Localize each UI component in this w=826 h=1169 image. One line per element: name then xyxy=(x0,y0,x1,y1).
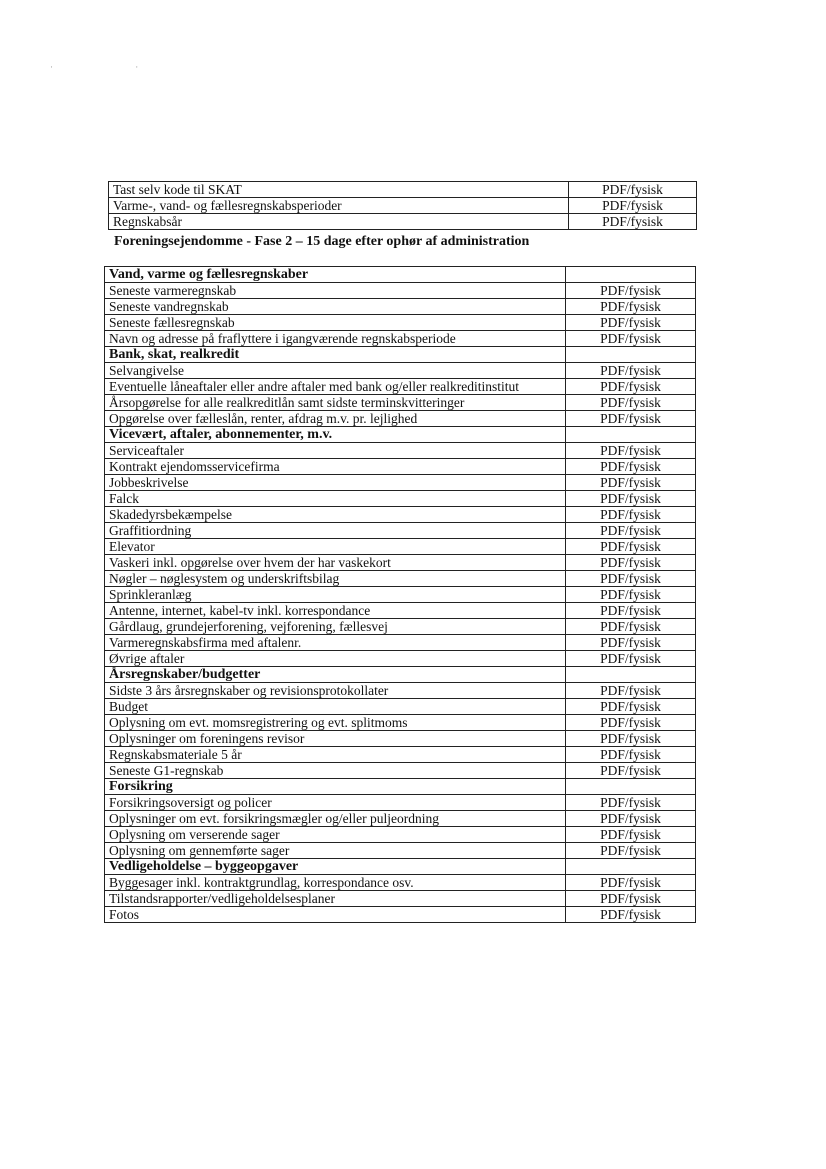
document-label: Varmeregnskabsfirma med aftalenr. xyxy=(105,635,566,651)
format-cell: PDF/fysisk xyxy=(566,331,696,347)
document-label: Regnskabsår xyxy=(109,214,569,230)
document-label: Oplysning om evt. momsregistrering og evt. splitmoms xyxy=(105,715,566,731)
table-row xyxy=(105,603,696,619)
format-cell: PDF/fysisk xyxy=(566,571,696,587)
document-label: Øvrige aftaler xyxy=(105,651,566,667)
table-row xyxy=(105,827,696,843)
document-label: Varme-, vand- og fællesregnskabsperioder xyxy=(109,198,569,214)
document-label: Falck xyxy=(105,491,566,507)
scan-specks: · · xyxy=(50,62,179,72)
section-header-row xyxy=(105,347,696,363)
section-header-row xyxy=(105,427,696,443)
section-header-row xyxy=(105,779,696,795)
document-label: Gårdlaug, grundejerforening, vejforening, fællesvej xyxy=(105,619,566,635)
format-cell: PDF/fysisk xyxy=(566,715,696,731)
document-label: Kontrakt ejendomsservicefirma xyxy=(105,459,566,475)
format-cell xyxy=(566,347,696,363)
table-row xyxy=(109,182,697,198)
table-row xyxy=(105,411,696,427)
format-cell xyxy=(566,779,696,795)
table-row xyxy=(105,523,696,539)
document-label: Oplysninger om evt. forsikringsmægler og/eller puljeordning xyxy=(105,811,566,827)
format-cell: PDF/fysisk xyxy=(566,523,696,539)
format-cell: PDF/fysisk xyxy=(566,619,696,635)
table-row xyxy=(105,539,696,555)
table-row xyxy=(105,843,696,859)
table-row xyxy=(105,635,696,651)
section-title: Bank, skat, realkredit xyxy=(105,347,566,363)
table-row xyxy=(109,198,697,214)
table-row xyxy=(105,379,696,395)
format-cell: PDF/fysisk xyxy=(566,587,696,603)
format-cell: PDF/fysisk xyxy=(566,459,696,475)
document-label: Oplysning om verserende sager xyxy=(105,827,566,843)
format-cell: PDF/fysisk xyxy=(566,555,696,571)
table-row xyxy=(105,811,696,827)
format-cell: PDF/fysisk xyxy=(566,875,696,891)
format-cell: PDF/fysisk xyxy=(566,299,696,315)
format-cell: PDF/fysisk xyxy=(566,315,696,331)
document-label: Tast selv kode til SKAT xyxy=(109,182,569,198)
format-cell: PDF/fysisk xyxy=(566,683,696,699)
document-label: Antenne, internet, kabel-tv inkl. korrespondance xyxy=(105,603,566,619)
table-row xyxy=(105,747,696,763)
format-cell xyxy=(566,267,696,283)
table-row xyxy=(105,683,696,699)
table-row xyxy=(105,443,696,459)
format-cell: PDF/fysisk xyxy=(566,491,696,507)
table-row xyxy=(105,475,696,491)
format-cell xyxy=(566,427,696,443)
section-header-row xyxy=(105,667,696,683)
document-label: Forsikringsoversigt og policer xyxy=(105,795,566,811)
table-row xyxy=(105,491,696,507)
section-title: Vicevært, aftaler, abonnementer, m.v. xyxy=(105,427,566,443)
document-label: Årsopgørelse for alle realkreditlån samt sidste terminskvitteringer xyxy=(105,395,566,411)
table-row xyxy=(105,875,696,891)
table-row xyxy=(105,331,696,347)
format-cell: PDF/fysisk xyxy=(566,411,696,427)
format-cell: PDF/fysisk xyxy=(566,539,696,555)
document-label: Seneste vandregnskab xyxy=(105,299,566,315)
document-label: Vaskeri inkl. opgørelse over hvem der har vaskekort xyxy=(105,555,566,571)
phase-heading: Foreningsejendomme - Fase 2 – 15 dage efter ophør af administration xyxy=(114,234,530,249)
table-row xyxy=(105,715,696,731)
document-label: Byggesager inkl. kontraktgrundlag, korrespondance osv. xyxy=(105,875,566,891)
section-title: Vand, varme og fællesregnskaber xyxy=(105,267,566,283)
table-row xyxy=(105,315,696,331)
top-document-table xyxy=(108,181,697,230)
format-cell: PDF/fysisk xyxy=(566,651,696,667)
format-cell: PDF/fysisk xyxy=(569,198,697,214)
table-row xyxy=(105,891,696,907)
table-row xyxy=(105,699,696,715)
format-cell: PDF/fysisk xyxy=(566,363,696,379)
table-row xyxy=(105,395,696,411)
document-label: Seneste varmeregnskab xyxy=(105,283,566,299)
format-cell: PDF/fysisk xyxy=(566,731,696,747)
document-label: Budget xyxy=(105,699,566,715)
section-title: Vedligeholdelse – byggeopgaver xyxy=(105,859,566,875)
table-row xyxy=(105,619,696,635)
document-label: Tilstandsrapporter/vedligeholdelsesplaner xyxy=(105,891,566,907)
document-label: Regnskabsmateriale 5 år xyxy=(105,747,566,763)
format-cell: PDF/fysisk xyxy=(566,635,696,651)
document-label: Sidste 3 års årsregnskaber og revisionsprotokollater xyxy=(105,683,566,699)
table-row xyxy=(105,587,696,603)
document-label: Seneste fællesregnskab xyxy=(105,315,566,331)
table-row xyxy=(105,555,696,571)
document-label: Fotos xyxy=(105,907,566,923)
document-label: Serviceaftaler xyxy=(105,443,566,459)
document-label: Skadedyrsbekæmpelse xyxy=(105,507,566,523)
table-row xyxy=(105,459,696,475)
section-title: Forsikring xyxy=(105,779,566,795)
format-cell xyxy=(566,859,696,875)
table-row xyxy=(105,283,696,299)
document-label: Elevator xyxy=(105,539,566,555)
format-cell: PDF/fysisk xyxy=(566,379,696,395)
document-label: Oplysning om gennemførte sager xyxy=(105,843,566,859)
table-row xyxy=(105,795,696,811)
section-header-row xyxy=(105,859,696,875)
table-row xyxy=(105,763,696,779)
format-cell: PDF/fysisk xyxy=(566,843,696,859)
format-cell: PDF/fysisk xyxy=(566,443,696,459)
table-row xyxy=(105,651,696,667)
table-row xyxy=(105,363,696,379)
document-label: Nøgler – nøglesystem og underskriftsbilag xyxy=(105,571,566,587)
document-label: Navn og adresse på fraflyttere i igangværende regnskabsperiode xyxy=(105,331,566,347)
table-row xyxy=(105,907,696,923)
format-cell: PDF/fysisk xyxy=(566,283,696,299)
format-cell xyxy=(566,667,696,683)
document-label: Eventuelle låneaftaler eller andre aftaler med bank og/eller realkreditinstitut xyxy=(105,379,566,395)
format-cell: PDF/fysisk xyxy=(569,214,697,230)
document-label: Sprinkleranlæg xyxy=(105,587,566,603)
table-row xyxy=(105,507,696,523)
document-label: Selvangivelse xyxy=(105,363,566,379)
format-cell: PDF/fysisk xyxy=(566,603,696,619)
table-row xyxy=(105,731,696,747)
format-cell: PDF/fysisk xyxy=(566,827,696,843)
format-cell: PDF/fysisk xyxy=(566,763,696,779)
main-document-table xyxy=(104,266,696,923)
document-label: Graffitiordning xyxy=(105,523,566,539)
table-row xyxy=(105,299,696,315)
document-label: Seneste G1-regnskab xyxy=(105,763,566,779)
format-cell: PDF/fysisk xyxy=(566,795,696,811)
format-cell: PDF/fysisk xyxy=(566,475,696,491)
format-cell: PDF/fysisk xyxy=(566,395,696,411)
document-label: Opgørelse over fælleslån, renter, afdrag m.v. pr. lejlighed xyxy=(105,411,566,427)
section-header-row xyxy=(105,267,696,283)
table-row xyxy=(109,214,697,230)
format-cell: PDF/fysisk xyxy=(566,507,696,523)
section-title: Årsregnskaber/budgetter xyxy=(105,667,566,683)
format-cell: PDF/fysisk xyxy=(569,182,697,198)
format-cell: PDF/fysisk xyxy=(566,699,696,715)
format-cell: PDF/fysisk xyxy=(566,747,696,763)
format-cell: PDF/fysisk xyxy=(566,811,696,827)
document-label: Oplysninger om foreningens revisor xyxy=(105,731,566,747)
document-label: Jobbeskrivelse xyxy=(105,475,566,491)
table-row xyxy=(105,571,696,587)
format-cell: PDF/fysisk xyxy=(566,907,696,923)
format-cell: PDF/fysisk xyxy=(566,891,696,907)
